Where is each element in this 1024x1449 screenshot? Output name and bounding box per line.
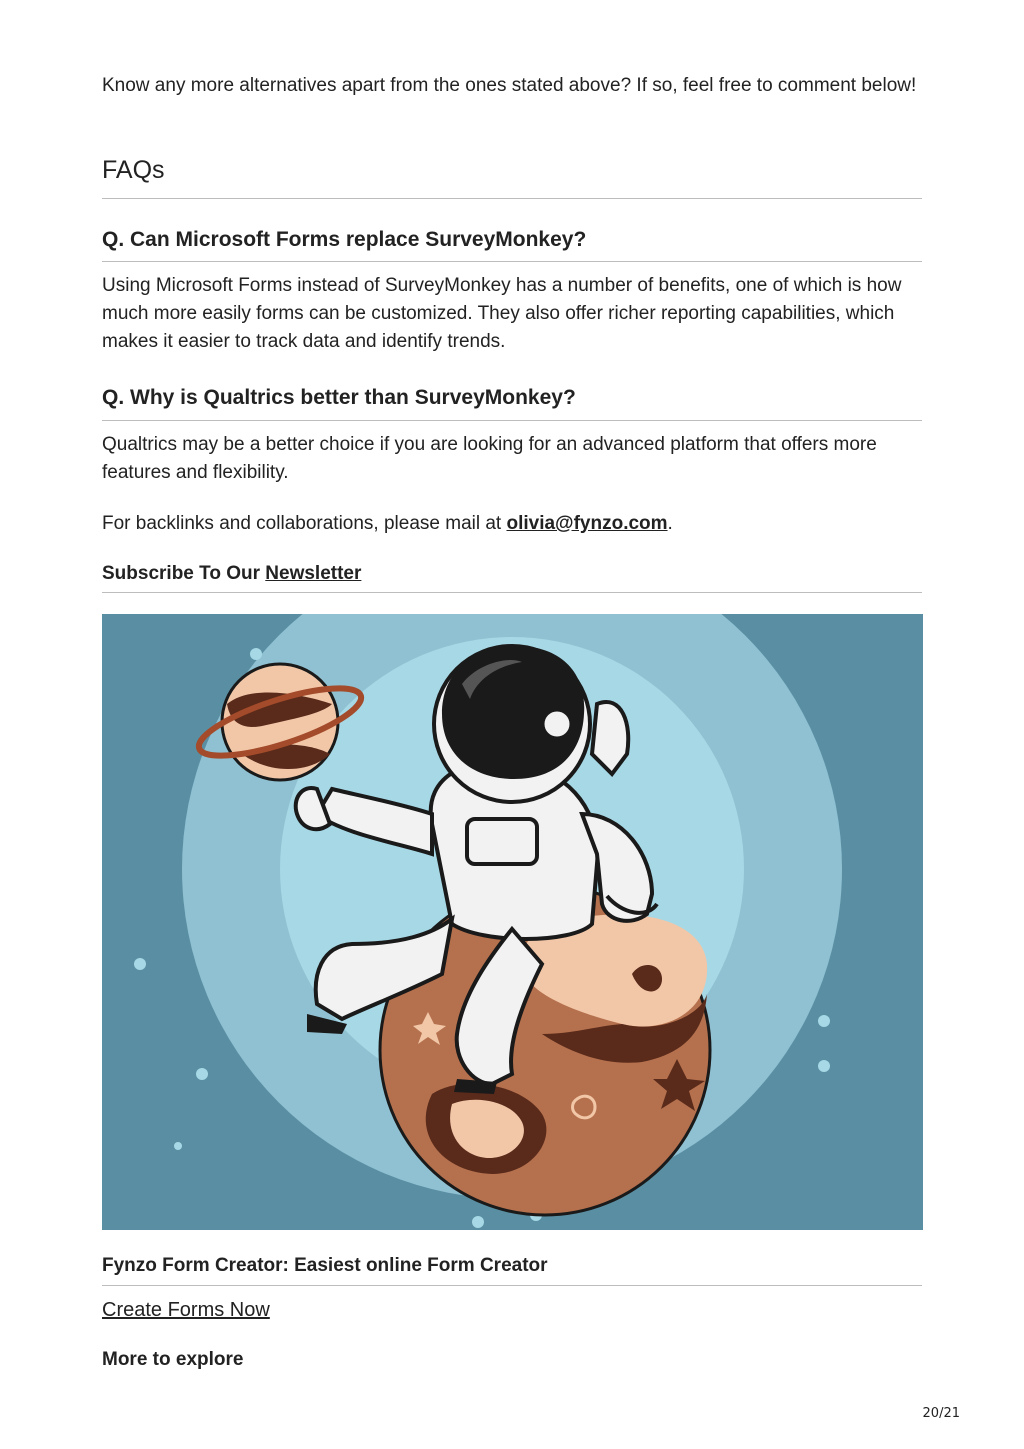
subscribe-prefix: Subscribe To Our xyxy=(102,563,266,584)
faq-answer-2: Qualtrics may be a better choice if you are looking for an advanced platform that offers more features and flexibility. xyxy=(102,434,877,483)
faq-question-1: Q. Can Microsoft Forms replace SurveyMonkey? xyxy=(102,228,587,251)
divider xyxy=(102,261,922,262)
faq-answer-1: Using Microsoft Forms instead of SurveyMonkey has a number of benefits, one of which is how much more easily forms can be customized. They also offer richer reporting capabilities, which makes it easier to track data and identify trends. xyxy=(102,275,902,352)
divider xyxy=(102,1285,922,1286)
faqs-heading: FAQs xyxy=(102,156,165,184)
promo-title: Fynzo Form Creator: Easiest online Form Creator xyxy=(102,1255,548,1276)
contact-line xyxy=(102,510,922,538)
create-forms-link[interactable]: Create Forms Now xyxy=(102,1299,270,1321)
divider xyxy=(102,198,922,199)
contact-suffix: . xyxy=(667,513,673,534)
newsletter-link[interactable]: Newsletter xyxy=(265,563,362,584)
page-number: 20/21 xyxy=(922,1406,960,1421)
astronaut-illustration xyxy=(102,614,923,1230)
subscribe-line xyxy=(102,563,361,585)
divider xyxy=(102,592,922,593)
intro-paragraph: Know any more alternatives apart from the ones stated above? If so, feel free to comment below! xyxy=(102,75,917,96)
create-forms-link-line xyxy=(102,1296,922,1324)
contact-prefix: For backlinks and collaborations, please mail at xyxy=(102,513,507,534)
contact-email-link[interactable]: olivia@fynzo.com xyxy=(506,513,668,534)
faq-question-2: Q. Why is Qualtrics better than SurveyMonkey? xyxy=(102,386,576,409)
more-to-explore-heading: More to explore xyxy=(102,1349,244,1370)
divider xyxy=(102,420,922,421)
